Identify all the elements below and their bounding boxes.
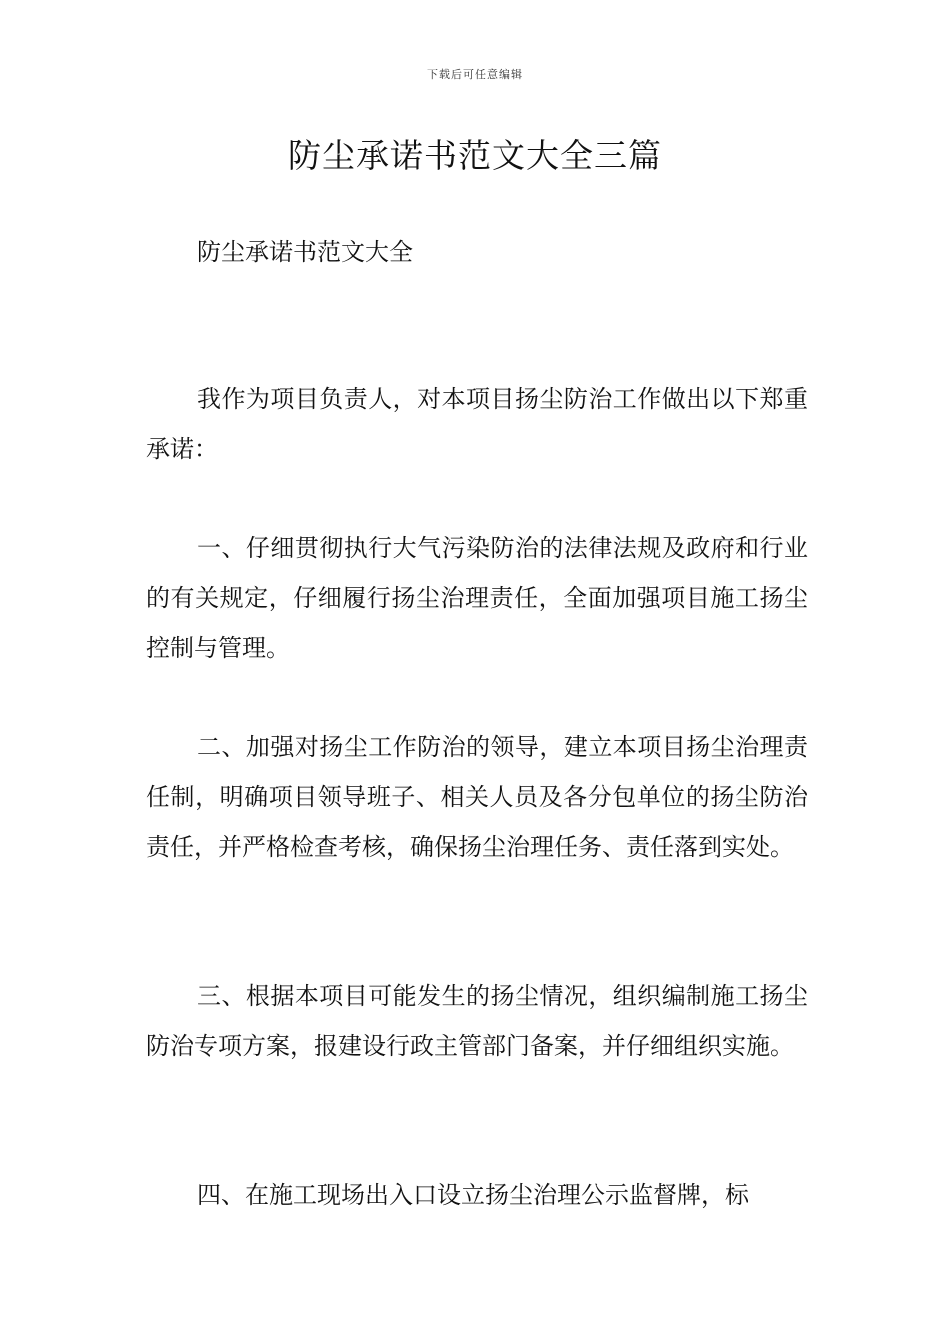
paragraph-item-1: 一、仔细贯彻执行大气污染防治的法律法规及政府和行业的有关规定，仔细履行扬尘治理责任，全面加强项目施工扬尘控制与管理。 [146,534,808,662]
section-subtitle: 防尘承诺书范文大全 [197,238,413,266]
paragraph-item-4: 四、在施工现场出入口设立扬尘治理公示监督牌，标 [197,1181,749,1209]
paragraph-intro: 我作为项目负责人，对本项目扬尘防治工作做出以下郑重承诺： [146,385,808,463]
paragraph-item-2: 二、加强对扬尘工作防治的领导，建立本项目扬尘治理责任制，明确项目领导班子、相关人员及各分包单位的扬尘防治责任，并严格检查考核，确保扬尘治理任务、责任落到实处。 [146,733,808,861]
header-note: 下载后可任意编辑 [427,68,523,81]
document-title: 防尘承诺书范文大全三篇 [288,136,662,175]
paragraph-item-3: 三、根据本项目可能发生的扬尘情况，组织编制施工扬尘防治专项方案，报建设行政主管部门备案，并仔细组织实施。 [146,982,808,1060]
